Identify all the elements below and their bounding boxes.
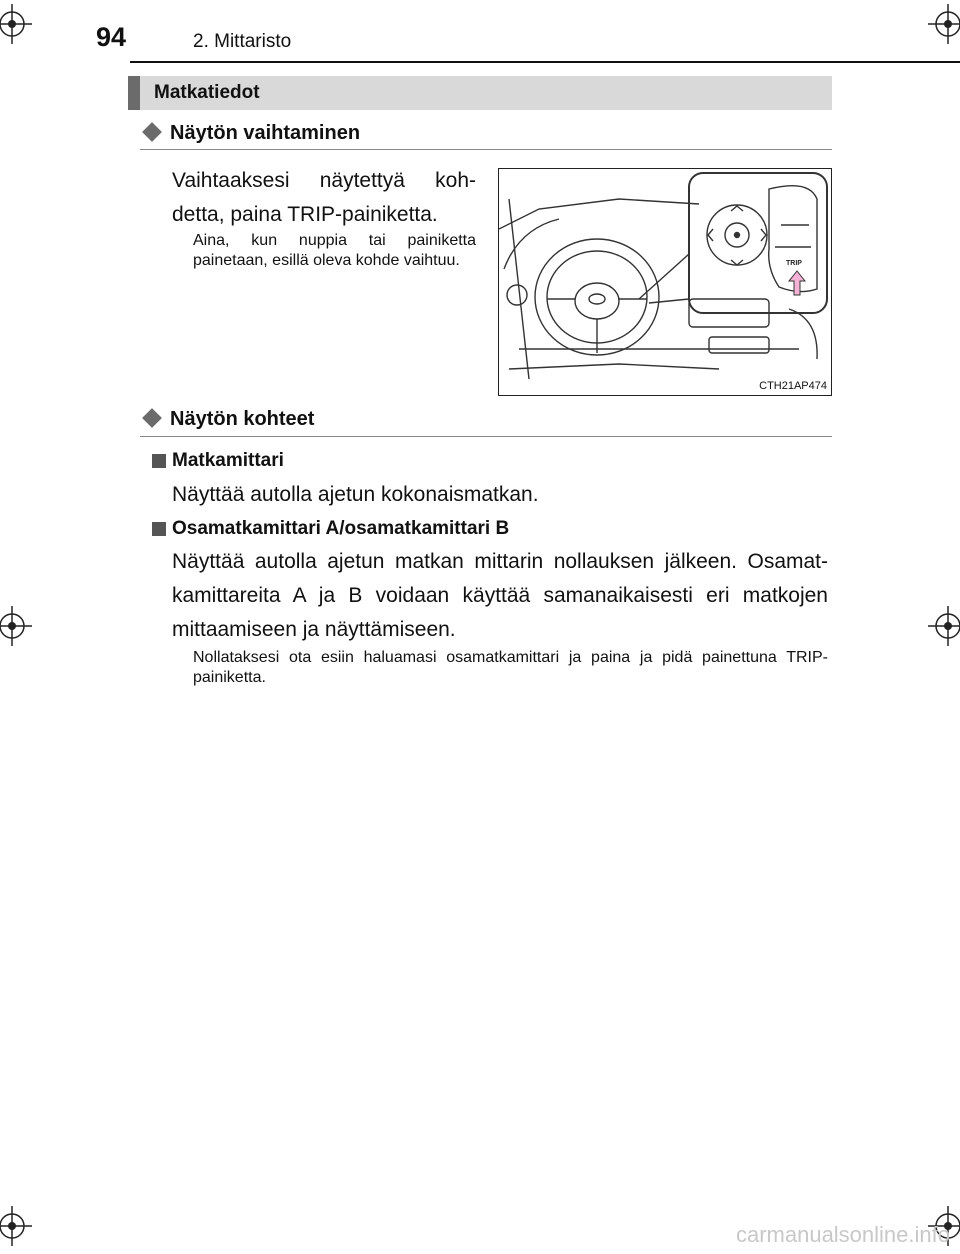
square-bullet-icon [152, 522, 166, 536]
header-rule [130, 61, 960, 63]
instruction-text: Vaihtaaksesi näytettyä koh-detta, paina TRIP-painiketta. [172, 169, 476, 226]
registration-mark-icon [928, 4, 960, 44]
item-heading: Osamatkamittari A/osamatkamittari B [172, 518, 510, 539]
registration-mark-icon [0, 1206, 32, 1246]
steering-wheel-figure [498, 168, 832, 396]
registration-mark-icon [0, 4, 32, 44]
figure-code: CTH21AP474 [759, 380, 827, 392]
watermark: carmanualsonline.info [735, 1222, 950, 1247]
subsection-heading: Näytön vaihtaminen [170, 122, 361, 144]
item-heading: Matkamittari [172, 450, 284, 471]
section-title: Matkatiedot [128, 76, 832, 110]
chapter-title: 2. Mittaristo [193, 31, 292, 52]
registration-mark-icon [0, 606, 32, 646]
subsection-heading: Näytön kohteet [170, 408, 315, 430]
trip-button-label: TRIP [786, 260, 802, 267]
square-bullet-icon [152, 454, 166, 468]
diamond-bullet-icon [142, 408, 162, 428]
steering-wheel-trip-button-illustration-icon [499, 169, 830, 394]
page-number: 94 [96, 22, 127, 52]
subsection-rule [140, 149, 832, 150]
diamond-bullet-icon [142, 122, 162, 142]
note-text: Aina, kun nuppia tai painiketta painetaan, esillä oleva kohde vaihtuu. [193, 232, 476, 269]
item-text: Näyttää autolla ajetun matkan mittarin nollauksen jälkeen. Osamat-kamittareita A ja B voidaan käyttää samanaikaisesti eri matkojen mittaamiseen ja näyttämiseen. [172, 550, 828, 641]
item-text: Näyttää autolla ajetun kokonaismatkan. [172, 483, 539, 506]
subsection-rule [140, 436, 832, 437]
registration-mark-icon [928, 606, 960, 646]
note-text: Nollataksesi ota esiin haluamasi osamatkamittari ja paina ja pidä painettuna TRIP-painiketta. [193, 649, 828, 686]
